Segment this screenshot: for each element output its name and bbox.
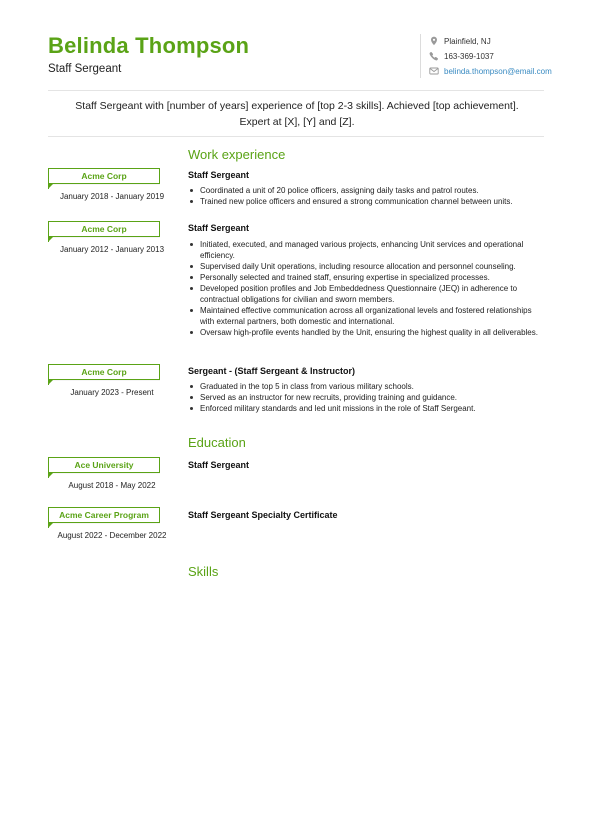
education-dates: August 2018 - May 2022 bbox=[68, 481, 156, 490]
list-item: Maintained effective communication across all organizational levels and fostered relationships with external partners, both domestic and international. bbox=[188, 305, 546, 327]
candidate-role: Staff Sergeant bbox=[48, 63, 122, 75]
work-company-tag: Acme Corp bbox=[48, 364, 160, 380]
list-item: Developed position profiles and Job Embeddedness Questionnaire (JEQ) in adherence to contractual obligations for civilian and sworn members. bbox=[188, 283, 546, 305]
education-school-tag: Ace University bbox=[48, 457, 160, 473]
list-item: Served as an instructor for new recruits, providing training and guidance. bbox=[188, 392, 546, 403]
list-item: Supervised daily Unit operations, including resource allocation and personnel counseling. bbox=[188, 261, 546, 272]
list-item: Initiated, executed, and managed various projects, enhancing Unit services and operational efficiency. bbox=[188, 239, 546, 261]
work-bullets bbox=[188, 239, 546, 338]
list-item: Personally selected and trained staff, ensuring expertise in specialized processes. bbox=[188, 272, 546, 283]
work-bullets bbox=[188, 185, 546, 207]
work-dates: January 2018 - January 2019 bbox=[59, 192, 165, 201]
location-text: Plainfield, NJ bbox=[444, 36, 491, 46]
work-company-tag: Acme Corp bbox=[48, 221, 160, 237]
envelope-icon bbox=[429, 66, 439, 76]
location-pin-icon bbox=[429, 36, 439, 46]
phone-icon bbox=[429, 51, 439, 61]
header-rule bbox=[48, 90, 544, 91]
section-title-education: Education bbox=[188, 435, 246, 450]
education-dates: August 2022 - December 2022 bbox=[57, 531, 167, 540]
summary-rule bbox=[48, 136, 544, 137]
list-item: Oversaw high-profile events handled by the Unit, ensuring the highest quality in all deliverables. bbox=[188, 327, 546, 338]
candidate-name: Belinda Thompson bbox=[48, 33, 250, 58]
email-link[interactable]: belinda.thompson@email.com bbox=[444, 66, 552, 76]
work-job-title: Staff Sergeant bbox=[188, 223, 250, 233]
contact-email[interactable] bbox=[429, 66, 552, 76]
list-item: Trained new police officers and ensured a strong communication channel between units. bbox=[188, 196, 546, 207]
work-dates: January 2012 - January 2013 bbox=[59, 245, 165, 254]
education-school-tag: Acme Career Program bbox=[48, 507, 160, 523]
education-title: Staff Sergeant bbox=[188, 460, 250, 470]
summary-text: Staff Sergeant with [number of years] experience of [top 2-3 skills]. Achieved [top achievement]. Expert at [X], [Y] and [Z]. bbox=[75, 100, 519, 128]
work-job-title: Sergeant - (Staff Sergeant & Instructor) bbox=[188, 366, 356, 376]
contact-location bbox=[429, 36, 491, 46]
header-divider bbox=[420, 34, 421, 78]
education-title: Staff Sergeant Specialty Certificate bbox=[188, 510, 338, 520]
work-dates: January 2023 - Present bbox=[70, 388, 154, 397]
phone-text: 163-369-1037 bbox=[444, 51, 494, 61]
contact-phone bbox=[429, 51, 494, 61]
list-item: Coordinated a unit of 20 police officers, assigning daily tasks and patrol routes. bbox=[188, 185, 546, 196]
list-item: Enforced military standards and led unit missions in the role of Staff Sergeant. bbox=[188, 403, 546, 414]
section-title-skills: Skills bbox=[188, 564, 219, 579]
work-bullets bbox=[188, 381, 546, 414]
work-job-title: Staff Sergeant bbox=[188, 170, 250, 180]
work-company-tag: Acme Corp bbox=[48, 168, 160, 184]
list-item: Graduated in the top 5 in class from various military schools. bbox=[188, 381, 546, 392]
section-title-work: Work experience bbox=[188, 147, 286, 162]
